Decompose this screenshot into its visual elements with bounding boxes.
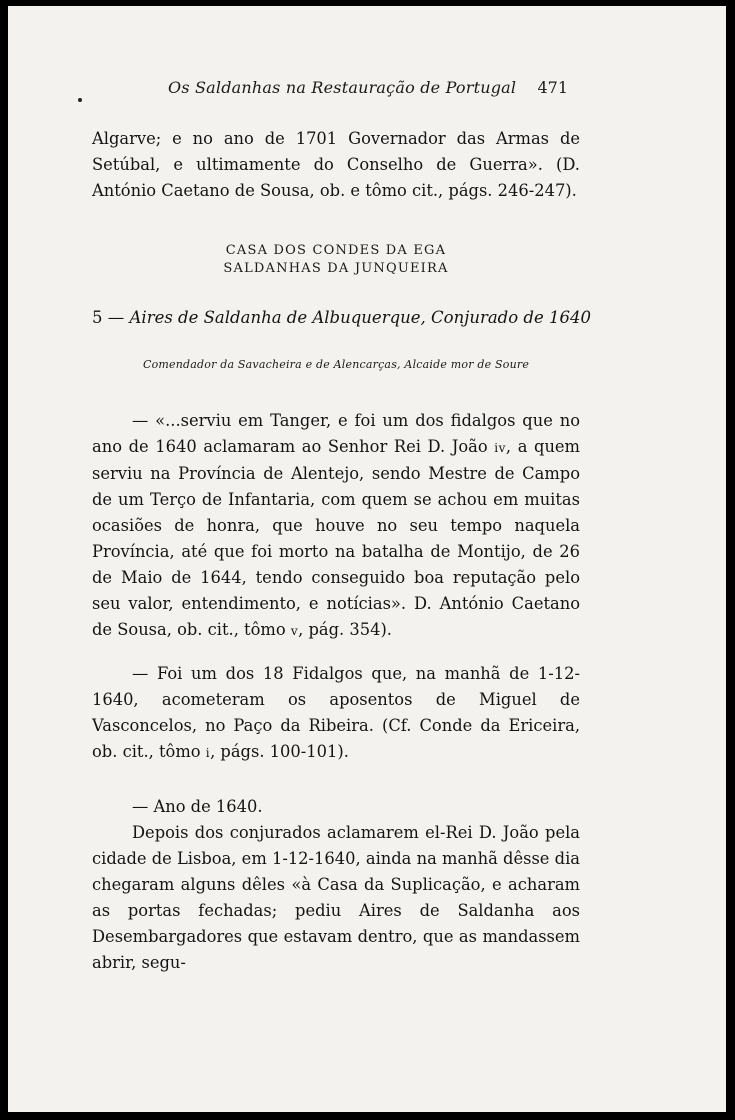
- roman-numeral: v: [290, 624, 299, 638]
- text-run: — «...serviu em Tanger, e foi um dos fidalgos que no ano de 1640 aclamaram ao Senhor Rei D. João: [92, 411, 580, 456]
- paragraph-text: [92, 661, 580, 766]
- book-page: [8, 6, 726, 1112]
- section-title-line-1: CASA DOS CONDES DA EGA: [225, 243, 447, 258]
- paragraph-text: Depois dos conjurados aclamarem el-Rei D. João pela cidade de Lisboa, em 1-12-1640, ainda na manhã dêsse dia chegaram alguns dêles «à Casa da Suplicação, e acharam as portas fechadas; pediu Aires de Saldanha aos Desembargadores que estavam dentro, que as mandassem abrir, segu-: [92, 823, 580, 972]
- paragraph-continuation: [92, 126, 580, 204]
- section-title: [92, 242, 580, 278]
- roman-numeral: i: [205, 746, 211, 760]
- year-paragraphs: [92, 794, 580, 976]
- page-number: 471: [537, 78, 568, 97]
- ink-speck: [78, 98, 82, 102]
- entry-heading: [92, 308, 591, 327]
- page-header: [168, 78, 568, 102]
- paragraph-text: [92, 408, 580, 644]
- text-run: , pág. 354).: [298, 620, 392, 639]
- text-run: — Foi um dos 18 Fidalgos que, na manhã de 1-12-1640, acometeram os aposentos de Miguel de Vasconcelos, no Paço da Ribeira. (Cf. Conde da Ericeira, ob. cit., tômo: [92, 664, 580, 761]
- entry-subtitle: Comendador da Savacheira e de Alencarças, Alcaide mor de Soure: [142, 358, 530, 371]
- scan-border: [0, 0, 8, 1120]
- roman-numeral: iv: [494, 441, 506, 455]
- running-title: Os Saldanhas na Restauração de Portugal: [168, 78, 517, 97]
- quote-paragraph: [92, 408, 580, 644]
- year-line: — Ano de 1640.: [132, 797, 263, 816]
- entry-name: Aires de Saldanha de Albuquerque, Conjurado de 1640: [129, 308, 591, 327]
- fidalgos-paragraph: [92, 661, 580, 766]
- entry-number: 5 —: [92, 308, 125, 327]
- paragraph-text: Algarve; e no ano de 1701 Governador das Armas de Setúbal, e ultimamente do Conselho de Guerra». (D. António Caetano de Sousa, ob. e tômo cit., págs. 246-247).: [92, 129, 580, 200]
- section-title-line-2: SALDANHAS DA JUNQUEIRA: [223, 261, 449, 276]
- text-run: , págs. 100-101).: [210, 742, 349, 761]
- text-run: , a quem serviu na Província de Alentejo, sendo Mestre de Campo de um Terço de Infantaria, com quem se achou em muitas ocasiões de honra, que houve no seu tempo naquela Província, até que foi morto na batalha de Montijo, de 26 de Maio de 1644, tendo conseguido boa reputação pelo seu valor, entendimento, e notícias». D. António Caetano de Sousa, ob. cit., tômo: [92, 437, 580, 639]
